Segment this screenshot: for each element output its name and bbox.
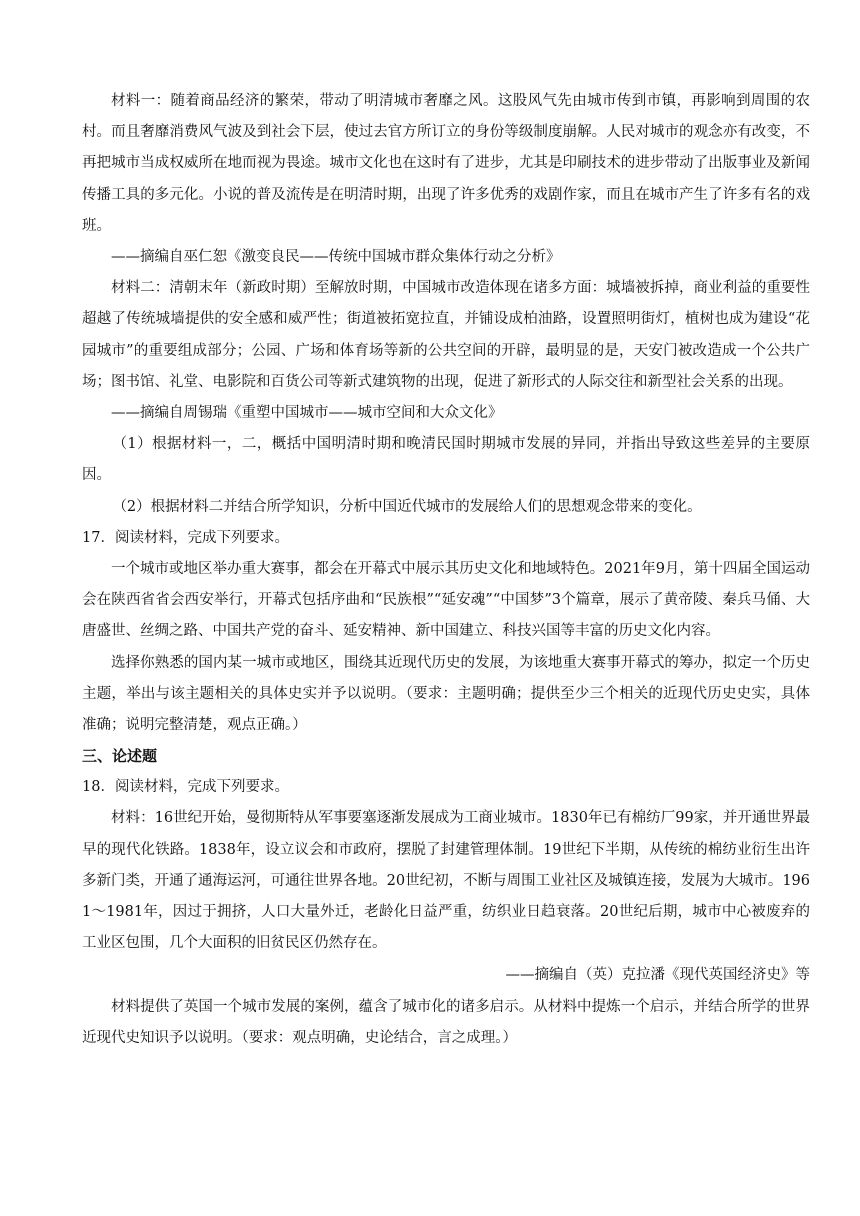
question-16-part-2: （2）根据材料二并结合所学知识，分析中国近代城市的发展给人们的思想观念带来的变化。 bbox=[112, 498, 702, 515]
question-17-requirement: 选择你熟悉的国内某一城市或地区，围绕其近现代历史的发展，为该地重大赛事开幕式的筹办，拟定一个历史主题，举出与该主题相关的具体史实并予以说明。（要求：主题明确；提供至少三个相关的近现代历史史实，具体准确；说明完整清楚，观点正确。） bbox=[82, 654, 810, 734]
question-16-part-1: （1）根据材料一，二，概括中国明清时期和晚清民国时期城市发展的异同，并指出导致这些差异的主要原因。 bbox=[82, 436, 810, 484]
question-18-material: 材料：16世纪开始，曼彻斯特从军事要塞逐渐发展成为工商业城市。1830年已有棉纺厂99家，并开通世界最早的现代化铁路。1838年，设立议会和市政府，摆脱了封建管理体制。19世纪下半期，从传统的棉纺业衍生出许多新门类，开通了通海运河，可通往世界各地。20世纪初，不断与周围工业社区及城镇连接，发展为大城市。1961～1981年，因过于拥挤，人口大量外迁，老龄化日益严重，纺织业日趋衰落。20世纪后期，城市中心被废弃的工业区包围，几个大面积的旧贫民区仍然存在。 bbox=[82, 810, 810, 952]
question-18-source: ——摘编自（英）克拉潘《现代英国经济史》等 bbox=[505, 967, 810, 984]
question-18-requirement: 材料提供了英国一个城市发展的案例，蕴含了城市化的诸多启示。从材料中提炼一个启示，并结合所学的世界近现代史知识予以说明。（要求：观点明确，史论结合，言之成理。） bbox=[82, 998, 810, 1046]
material-one-source: ——摘编自巫仁恕《激变良民——传统中国城市群众集体行动之分析》 bbox=[111, 249, 561, 266]
section-three-heading: 三、论述题 bbox=[82, 747, 158, 766]
material-two-text: 材料二：清朝末年（新政时期）至解放时期，中国城市改造体现在诸多方面：城墙被拆掉，商业利益的重要性超越了传统城墙提供的安全感和威严性；街道被拓宽拉直，并铺设成柏油路，设置照明街灯，植树也成为建设“花园城市”的重要组成部分；公园、广场和体育场等新的公共空间的开辟，最明显的是，天安门被改造成一个公共广场；图书馆、礼堂、电影院和百货公司等新式建筑物的出现，促进了新形式的人际交往和新型社会关系的出现。 bbox=[82, 280, 810, 390]
exam-page bbox=[82, 86, 810, 1054]
question-18-title: 18．阅读材料，完成下列要求。 bbox=[82, 779, 289, 796]
question-17-title: 17．阅读材料，完成下列要求。 bbox=[82, 529, 289, 546]
material-one-text: 材料一：随着商品经济的繁荣，带动了明清城市奢靡之风。这股风气先由城市传到市镇，再影响到周围的农村。而且奢靡消费风气波及到社会下层，使过去官方所订立的身份等级制度崩解。人民对城市的观念亦有改变，不再把城市当成权威所在地而视为畏途。城市文化也在这时有了进步，尤其是印刷技术的进步带动了出版事业及新闻传播工具的多元化。小说的普及流传是在明清时期，出现了许多优秀的戏剧作家，而且在城市产生了许多有名的戏班。 bbox=[82, 93, 810, 234]
material-two-source: ——摘编自周锡瑞《重塑中国城市——城市空间和大众文化》 bbox=[111, 405, 503, 422]
question-17-material: 一个城市或地区举办重大赛事，都会在开幕式中展示其历史文化和地域特色。2021年9月，第十四届全国运动会在陕西省省会西安举行，开幕式包括序曲和“民族根”“延安魂”“中国梦”3个篇章，展示了黄帝陵、秦兵马俑、大唐盛世、丝绸之路、中国共产党的奋斗、延安精神、新中国建立、科技兴国等丰富的历史文化内容。 bbox=[82, 561, 810, 640]
